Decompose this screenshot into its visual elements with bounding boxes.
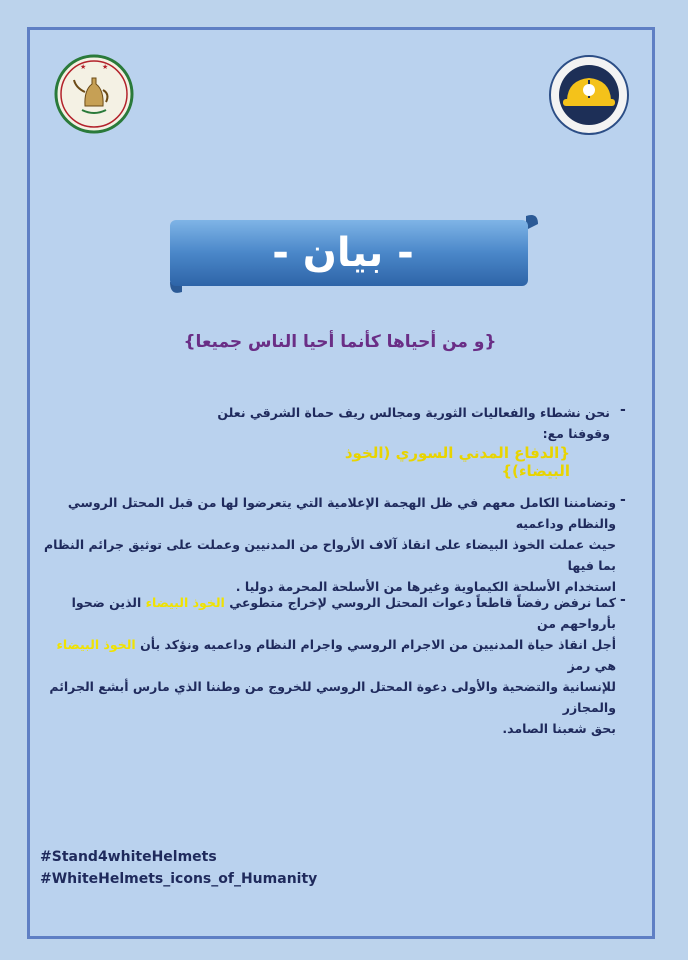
solidarity-paragraph [40,492,616,597]
svg-text:★: ★ [80,63,87,71]
paragraph-line: للإنسانية والتضحية والأولى دعوة المحتل الروسي للخروج من وطننا الذي مارس أبشع الجرائم والمجازر [49,679,616,715]
document-frame [27,27,655,939]
bullet-marker: - [620,492,626,508]
hashtag: #Stand4whiteHelmets [40,849,217,865]
paragraph-line: حيث عملت الخوذ البيضاء على انقاذ آلاف الأرواح من المدنيين وعملت على توثيق جرائم النظام بما فيها [44,537,616,573]
rejection-paragraph [40,592,616,739]
white-helmets-logo-icon [548,54,630,136]
paragraph-line [40,634,616,676]
hashtag-list [40,846,317,890]
page-title: - بيان - [272,230,414,276]
intro-paragraph: نحن نشطاء والفعاليات الثورية ومجالس ريف حماة الشرقي نعلن وقوفنا مع: [217,405,610,441]
bullet-marker: - [620,592,626,608]
paragraph-line: بحق شعبنا الصامد. [502,721,616,736]
paragraph-line [40,592,616,634]
paragraph-line: وتضامننا الكامل معهم في ظل الهجمة الإعلامية التي يتعرضوا لها من قبل المحتل الروسي والنظام وداعميه [67,495,616,531]
hashtag: #WhiteHelmets_icons_of_Humanity [40,871,318,887]
paragraph-line: استخدام الأسلحة الكيماوية وغيرها من الأسلحة المحرمة دوليا . [235,579,616,594]
highlighted-term: الخوذ البيضاء [56,637,136,652]
organization-name: {الدفاع المدني السوري (الخوذ البيضاء)} [344,444,570,480]
coffee-pot-emblem-icon [54,54,134,134]
svg-text:★: ★ [102,63,109,71]
text-segment: أجل انقاذ حياة المدنيين من الاجرام الروسي واجرام النظام وداعميه ونؤكد بأن [140,637,616,652]
verse-quote: {و من أحياها كأنما أحيا الناس جميعا} [183,332,497,352]
highlighted-term: الخوذ البيضاء [145,595,225,610]
text-segment: كما نرفض رفضاً قاطعاً دعوات المحتل الروسي لإخراج متطوعي [229,595,616,610]
text-segment: هي رمز [567,658,616,673]
text-segment: الذين ضحوا بأرواحهم من [71,595,616,631]
bullet-marker: - [620,402,626,418]
